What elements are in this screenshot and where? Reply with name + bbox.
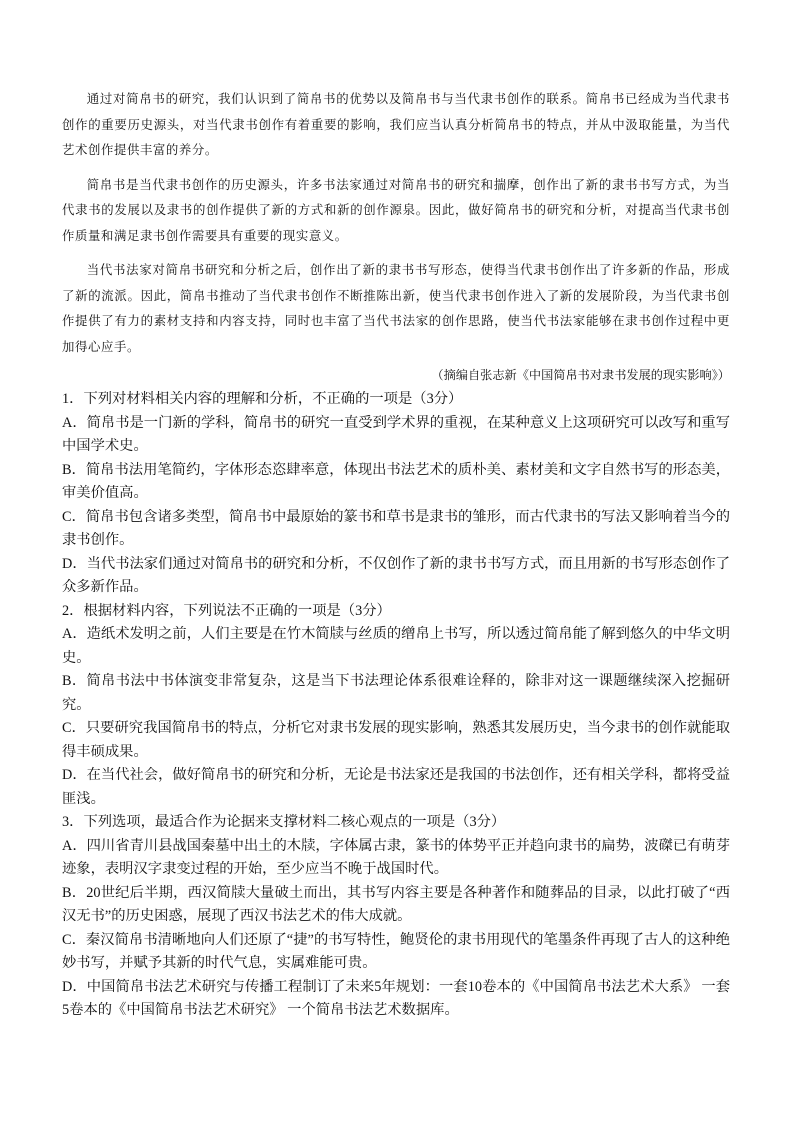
option-c: C．只要研究我国简帛书的特点，分析它对隶书发展的现实影响，熟悉其发展历史，当今隶书的创作就能取得丰硕成果。 [62,720,730,760]
question-block [62,388,730,600]
option-a: A．四川省青川县战国秦墓中出土的木牍，字体属古隶，篆书的体势平正并趋向隶书的扁势，波磔已有萌芽迹象，表明汉字隶变过程的开始，至少应当不晚于战国时代。 [62,837,730,877]
reading-passage [62,86,730,359]
option-b: B．简帛书法用笔简约，字体形态恣肆率意，体现出书法艺术的质朴美、素材美和文字自然书写的形态美，审美价值高。 [62,461,730,501]
question-list [62,388,730,1023]
passage-paragraph: 当代书法家对简帛书研究和分析之后，创作出了新的隶书书写形态，使得当代隶书创作出了许多新的作品，形成了新的流派。因此，简帛书推动了当代隶书创作不断推陈出新，使当代隶书创作进入了新的发展阶段，为当代隶书创作提供了有力的素材支持和内容支持，同时也丰富了当代书法家的创作思路，使当代书法家能够在隶书创作过程中更加得心应手。 [62,262,730,354]
passage-source: （摘编自张志新《中国简帛书对隶书发展的现实影响》） [431,368,730,382]
option-c: C．秦汉简帛书清晰地向人们还原了“捷”的书写特性，鲍贤伦的隶书用现代的笔墨条件再现了古人的这种绝妙书写，并赋予其新的时代气息，实属难能可贵。 [62,931,730,971]
question-stem: 1．下列对材料相关内容的理解和分析，不正确的一项是（3分） [62,391,463,407]
option-d: D．在当代社会，做好简帛书的研究和分析，无论是书法家还是我国的书法创作，还有相关学科，都将受益匪浅。 [62,767,730,807]
option-a: A．造纸术发明之前，人们主要是在竹木简牍与丝质的缯帛上书写，所以透过简帛能了解到悠久的中华文明史。 [62,626,730,666]
question-stem: 2．根据材料内容，下列说法不正确的一项是（3分） [62,602,391,619]
exam-page [62,86,730,1023]
passage-paragraph: 简帛书是当代隶书创作的历史源头，许多书法家通过对简帛书的研究和揣摩，创作出了新的隶书书写方式，为当代隶书的发展以及隶书的创作提供了新的方式和新的创作源泉。因此，做好简帛书的研究和分析，对提高当代隶书创作质量和满足隶书创作需要具有重要的现实意义。 [62,176,730,243]
option-d: D．当代书法家们通过对简帛书的研究和分析，不仅创作了新的隶书书写方式，而且用新的书写形态创作了众多新作品。 [62,555,730,595]
question-block [62,600,730,812]
option-b: B．简帛书法中书体演变非常复杂，这是当下书法理论体系很难诠释的，除非对这一课题继续深入挖掘研究。 [62,673,730,713]
question-stem: 3．下列选项，最适合作为论据来支撑材料二核心观点的一项是（3分） [62,814,506,830]
passage-paragraph: 通过对简帛书的研究，我们认识到了简帛书的优势以及简帛书与当代隶书创作的联系。简帛书已经成为当代隶书创作的重要历史源头，对当代隶书创作有着重要的影响，我们应当认真分析简帛书的特点，并从中汲取能量，为当代艺术创作提供丰富的养分。 [62,91,730,157]
option-d: D．中国简帛书法艺术研究与传播工程制订了未来5年规划：一套10卷本的《中国简帛书法艺术大系》 一套5卷本的《中国简帛书法艺术研究》 一个简帛书法艺术数据库。 [62,978,730,1018]
option-b: B．20世纪后半期，西汉简牍大量破土而出，其书写内容主要是各种著作和随葬品的目录，以此打破了“西汉无书”的历史困惑，展现了西汉书法艺术的伟大成就。 [62,884,730,924]
option-a: A．简帛书是一门新的学科，简帛书的研究一直受到学术界的重视，在某种意义上这项研究可以改写和重写中国学术史。 [62,414,730,454]
question-block [62,811,730,1023]
option-c: C．简帛书包含诸多类型，简帛书中最原始的篆书和草书是隶书的雏形，而古代隶书的写法又影响着当今的隶书创作。 [62,508,730,548]
